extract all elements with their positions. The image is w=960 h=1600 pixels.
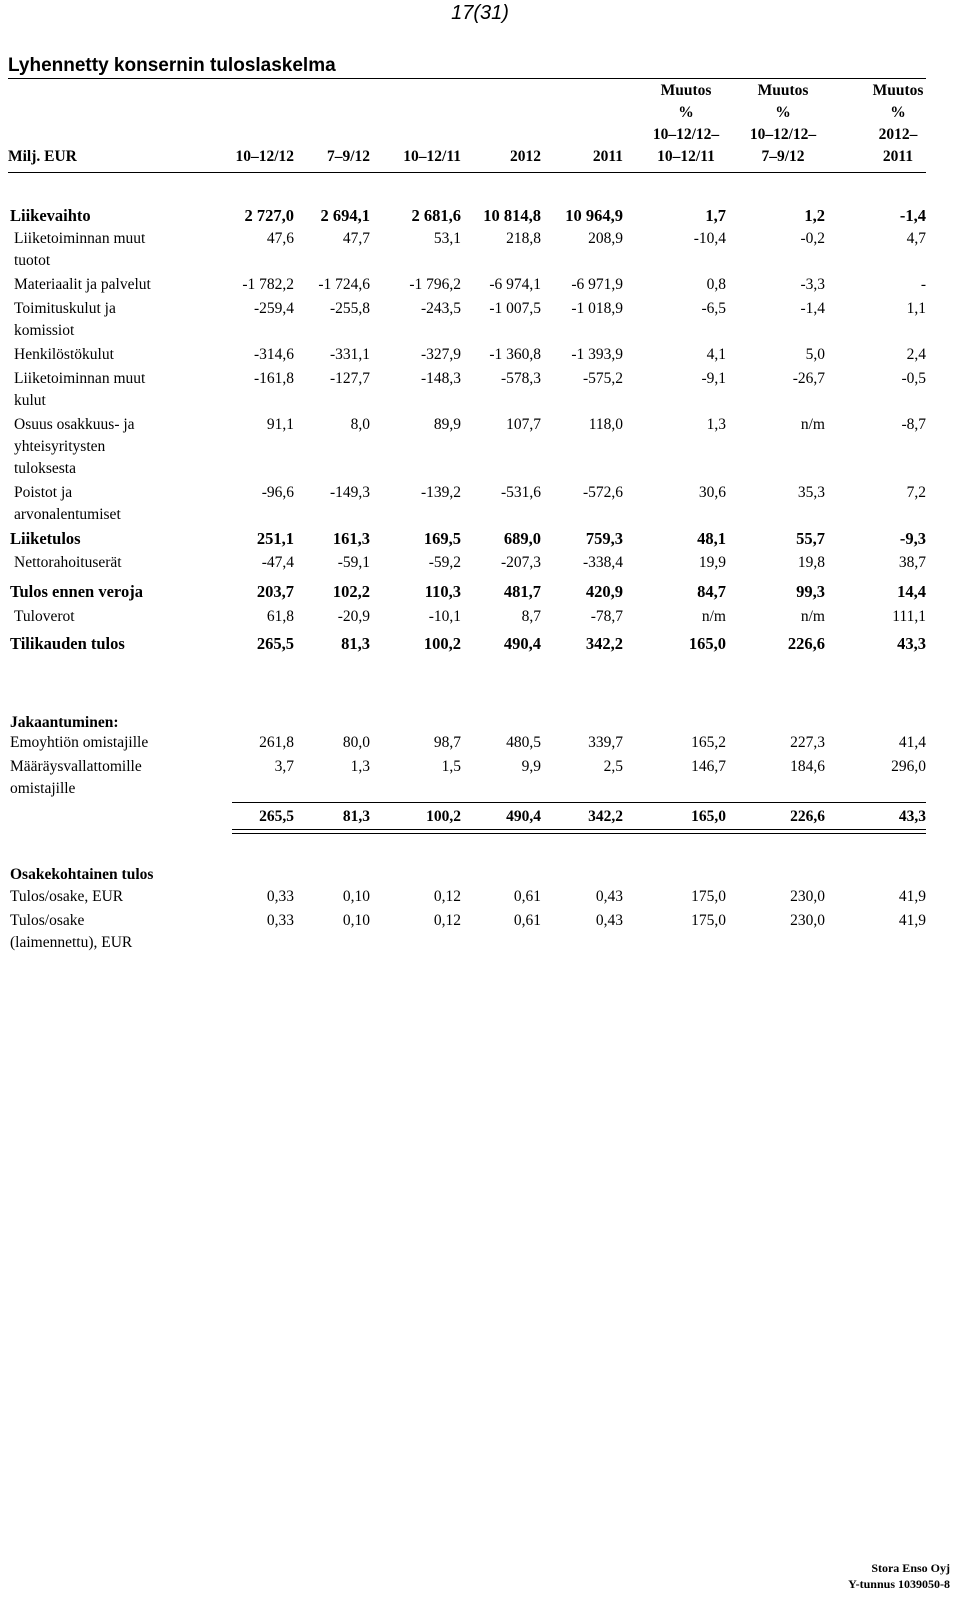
period-header: 2011 (592, 148, 623, 165)
cell-value: -1 724,6 (318, 276, 370, 293)
cell-value: 81,3 (341, 634, 370, 653)
cell-value: -1 007,5 (489, 300, 541, 317)
cell-value: 9,9 (521, 758, 541, 775)
cell-value: -10,4 (693, 230, 726, 247)
cell-value: 265,5 (256, 634, 294, 653)
cell-value: -327,9 (420, 346, 461, 363)
cell-value: 1,7 (705, 206, 726, 225)
cell-value: 480,5 (506, 734, 541, 751)
distribution-total-rule-2 (232, 833, 926, 834)
cell-value: 339,7 (588, 734, 623, 751)
period-header: 10–12/12 (235, 148, 294, 165)
cell-value: 490,4 (503, 634, 541, 653)
cell-value: -47,4 (261, 554, 294, 571)
distribution-rule (232, 802, 926, 803)
cell-value: 8,7 (521, 608, 541, 625)
cell-value: 61,8 (266, 608, 294, 625)
cell-value: 146,7 (691, 758, 726, 775)
period-header: 10–12/11 (403, 148, 461, 165)
cell-value: -207,3 (500, 554, 541, 571)
cell-value: 296,0 (891, 758, 926, 775)
cell-value: 2,5 (603, 758, 623, 775)
cell-value: -1 782,2 (242, 276, 294, 293)
cell-value: -1 018,9 (571, 300, 623, 317)
cell-value: 0,33 (266, 888, 294, 905)
cell-value: -6,5 (701, 300, 726, 317)
cell-value: 14,4 (897, 582, 926, 601)
title-rule (8, 78, 926, 79)
cell-value: -8,7 (901, 416, 926, 433)
cell-value: 161,3 (332, 529, 370, 548)
row-label: Materiaalit ja palvelut (14, 276, 151, 293)
cell-value: 2,4 (906, 346, 926, 363)
cell-value: 261,8 (259, 734, 294, 751)
cell-value: 110,3 (424, 582, 461, 601)
cell-value: -1 360,8 (489, 346, 541, 363)
unit-label: Milj. EUR (8, 148, 77, 165)
cell-value: 47,6 (266, 230, 294, 247)
cell-value: 0,33 (266, 912, 294, 929)
cell-value: -161,8 (253, 370, 294, 387)
row-label: Määräysvallattomille omistajille (10, 758, 142, 797)
cell-value: -148,3 (420, 370, 461, 387)
cell-value: 420,9 (585, 582, 623, 601)
cell-value: 1,1 (906, 300, 926, 317)
cell-value: -243,5 (420, 300, 461, 317)
cell-value: 1,5 (441, 758, 461, 775)
cell-value: 759,3 (585, 529, 623, 548)
cell-value: -578,3 (500, 370, 541, 387)
row-label: Liikevaihto (10, 206, 91, 225)
cell-value: 80,0 (342, 734, 370, 751)
cell-value: 2 727,0 (244, 206, 294, 225)
cell-value: 8,0 (350, 416, 370, 433)
cell-value: 41,4 (898, 734, 926, 751)
cell-value: -139,2 (420, 484, 461, 501)
row-label: Liiketoiminnan muut tuotot (14, 230, 146, 269)
cell-value: -3,3 (800, 276, 825, 293)
page-title: Lyhennetty konsernin tuloslaskelma (8, 55, 336, 76)
cell-value: 47,7 (342, 230, 370, 247)
cell-value: -331,1 (329, 346, 370, 363)
cell-value: 0,12 (433, 912, 461, 929)
cell-value: 30,6 (698, 484, 726, 501)
cell-value: n/m (800, 608, 825, 625)
business-id: Y-tunnus 1039050-8 (848, 1577, 950, 1591)
table-header (0, 80, 960, 172)
cell-value: 41,9 (898, 912, 926, 929)
cell-value: -1,4 (800, 300, 825, 317)
cell-value: -575,2 (582, 370, 623, 387)
cell-value: 99,3 (796, 582, 825, 601)
change-col-header: Muutos % 10–12/12– 7–9/12 (749, 82, 817, 165)
cell-value: -59,2 (428, 554, 461, 571)
cell-value: 481,7 (503, 582, 541, 601)
cell-value: -96,6 (261, 484, 294, 501)
cell-value: 1,3 (350, 758, 370, 775)
row-label: Tulos/osake (laimennettu), EUR (10, 912, 133, 951)
cell-value: 208,9 (588, 230, 623, 247)
cell-value: 19,8 (797, 554, 825, 571)
row-label: Toimituskulut ja komissiot (14, 300, 116, 339)
cell-value: -338,4 (582, 554, 623, 571)
row-label: Henkilöstökulut (14, 346, 114, 363)
cell-value: -1 796,2 (409, 276, 461, 293)
cell-value: 4,1 (706, 346, 726, 363)
cell-value: 41,9 (898, 888, 926, 905)
cell-value: 0,12 (433, 888, 461, 905)
page-number: 17(31) (451, 2, 509, 24)
cell-value: 0,8 (706, 276, 726, 293)
change-col-header: Muutos % 2012– 2011 (872, 82, 924, 165)
cell-value: 118,0 (588, 416, 623, 433)
footer (848, 1560, 950, 1592)
cell-value: 203,7 (256, 582, 294, 601)
cell-value: -9,3 (899, 529, 926, 548)
cell-value: 55,7 (796, 529, 825, 548)
cell-value: 35,3 (797, 484, 825, 501)
cell-value: 165,2 (691, 734, 726, 751)
cell-value: 89,9 (433, 416, 461, 433)
cell-value: 175,0 (691, 888, 726, 905)
cell-value: -10,1 (428, 608, 461, 625)
company-name: Stora Enso Oyj (871, 1561, 950, 1575)
cell-value: 230,0 (790, 912, 825, 929)
cell-value: 7,2 (906, 484, 926, 501)
cell-value: -0,5 (901, 370, 926, 387)
cell-value: -78,7 (590, 608, 623, 625)
cell-value: - (920, 276, 926, 293)
row-label: Liiketulos (10, 529, 81, 548)
row-label: Tilikauden tulos (10, 634, 125, 653)
cell-value: -1,4 (899, 206, 926, 225)
row-label: Tulos/osake, EUR (10, 888, 124, 905)
cell-value: 100,2 (423, 634, 461, 653)
cell-value: -255,8 (329, 300, 370, 317)
cell-value: 218,8 (506, 230, 541, 247)
cell-value: 226,6 (787, 634, 825, 653)
period-header: 7–9/12 (326, 148, 370, 165)
cell-value: -0,2 (800, 230, 825, 247)
row-label: Liiketoiminnan muut kulut (14, 370, 146, 409)
cell-value: 4,7 (906, 230, 926, 247)
cell-value: 0,43 (595, 912, 623, 929)
cell-value: 1,3 (706, 416, 726, 433)
header-rule (8, 172, 926, 173)
change-col-header: Muutos % 10–12/12– 10–12/11 (652, 82, 720, 165)
cell-value: 230,0 (790, 888, 825, 905)
cell-value: -314,6 (253, 346, 294, 363)
cell-value: -531,6 (500, 484, 541, 501)
cell-value: 0,61 (513, 888, 541, 905)
cell-value: -1 393,9 (571, 346, 623, 363)
cell-value: 10 814,8 (483, 206, 541, 225)
cell-value: -26,7 (792, 370, 825, 387)
row-label: Poistot ja arvonalentumiset (14, 484, 121, 523)
cell-value: 2 681,6 (411, 206, 461, 225)
cell-value: 342,2 (585, 634, 623, 653)
cell-value: 0,61 (513, 912, 541, 929)
cell-value: 689,0 (503, 529, 541, 548)
cell-value: 53,1 (433, 230, 461, 247)
cell-value: 165,0 (688, 634, 726, 653)
cell-value: -572,6 (582, 484, 623, 501)
cell-value: 98,7 (433, 734, 461, 751)
cell-value: 251,1 (256, 529, 294, 548)
distribution-total-rule-1 (232, 829, 926, 830)
row-label: Osuus osakkuus- ja yhteisyritysten tuloksesta (14, 416, 135, 477)
cell-value: 38,7 (898, 554, 926, 571)
cell-value: -259,4 (253, 300, 294, 317)
cell-value: -6 971,9 (571, 276, 623, 293)
cell-value: 10 964,9 (565, 206, 623, 225)
cell-value: -59,1 (337, 554, 370, 571)
cell-value: 0,10 (342, 888, 370, 905)
cell-value: 91,1 (266, 416, 294, 433)
row-label: Nettorahoituserät (14, 554, 122, 571)
cell-value: 111,1 (892, 608, 926, 625)
cell-value: 184,6 (790, 758, 825, 775)
period-header: 2012 (510, 148, 541, 165)
cell-value: n/m (701, 608, 726, 625)
cell-value: 43,3 (897, 634, 926, 653)
cell-value: 0,10 (342, 912, 370, 929)
cell-value: 227,3 (790, 734, 825, 751)
cell-value: 48,1 (697, 529, 726, 548)
cell-value: 84,7 (697, 582, 726, 601)
cell-value: -20,9 (337, 608, 370, 625)
cell-value: n/m (800, 416, 825, 433)
cell-value: 175,0 (691, 912, 726, 929)
cell-value: -127,7 (329, 370, 370, 387)
cell-value: 169,5 (423, 529, 461, 548)
cell-value: 5,0 (805, 346, 825, 363)
row-label: Emoyhtiön omistajille (10, 734, 149, 751)
cell-value: -9,1 (701, 370, 726, 387)
cell-value: -149,3 (329, 484, 370, 501)
row-label: Tulos ennen veroja (10, 582, 143, 601)
cell-value: 1,2 (804, 206, 825, 225)
cell-value: 0,43 (595, 888, 623, 905)
cell-value: 2 694,1 (320, 206, 370, 225)
cell-value: -6 974,1 (489, 276, 541, 293)
cell-value: 107,7 (506, 416, 541, 433)
cell-value: 102,2 (332, 582, 370, 601)
cell-value: 19,9 (698, 554, 726, 571)
row-label: Tuloverot (14, 608, 75, 625)
cell-value: 3,7 (274, 758, 294, 775)
